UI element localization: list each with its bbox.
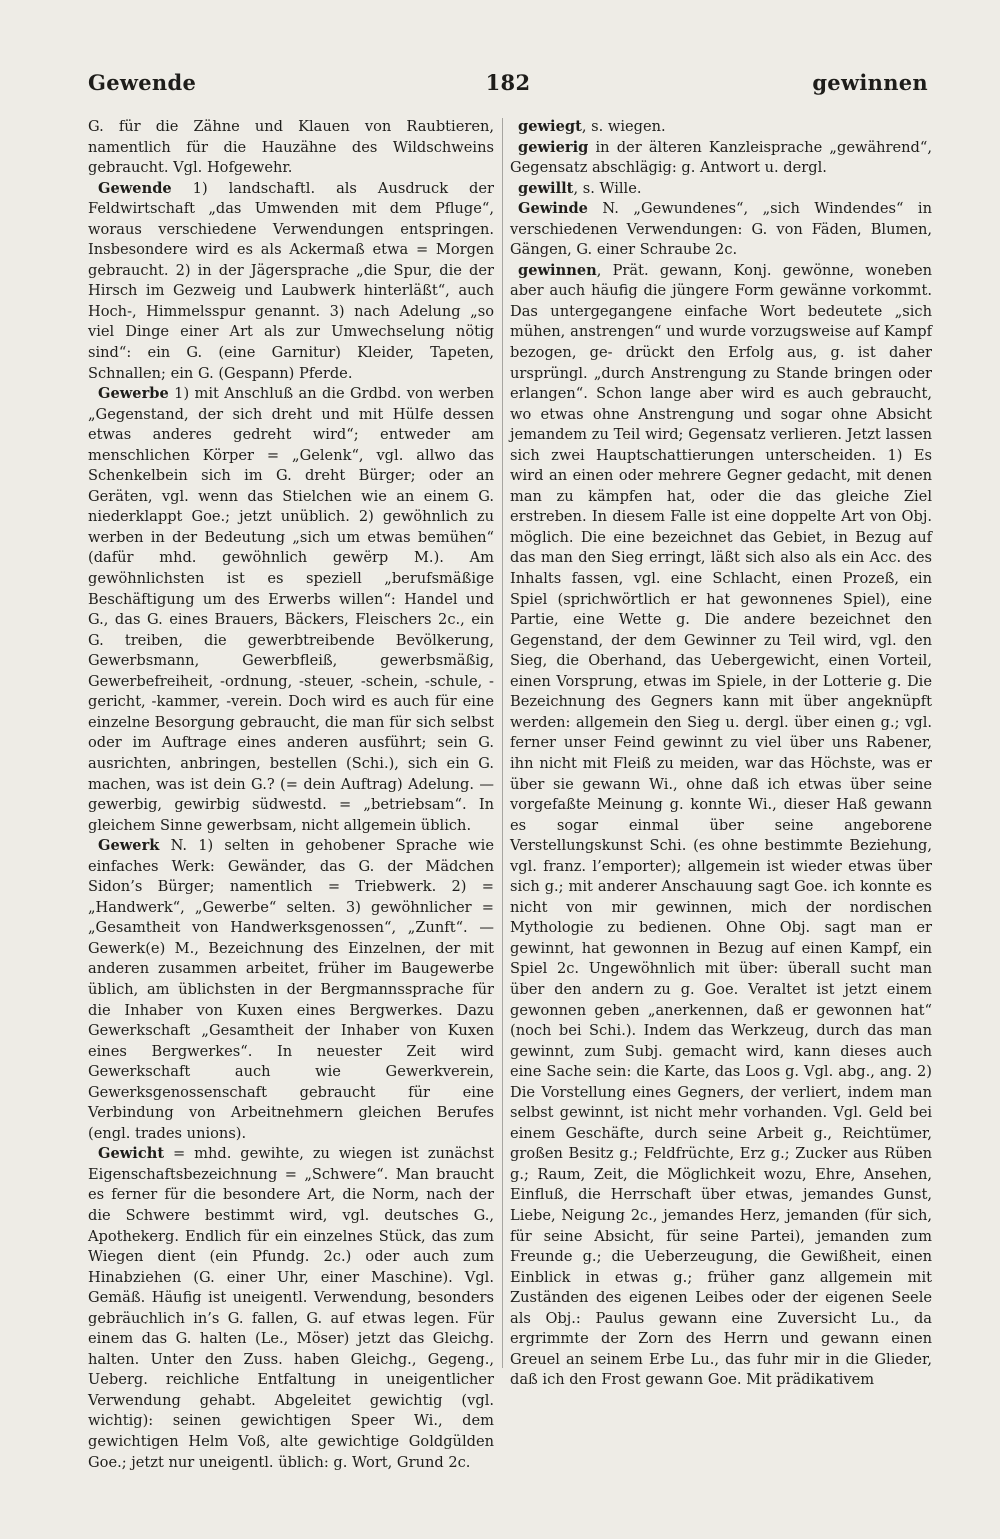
column-divider <box>502 118 503 1368</box>
entry-text: N. 1) selten in gehobener Sprache wie einfaches Werk: Gewänder, das G. der Mädchen Sidon’s Bürger; namentlich = Triebwerk. 2) = „Handwerk“, „Gewerbe“ selten. 3) gewöhnlicher = „Gesamtheit von Handwerksgenossen“, „Zunft“. — Gewerk(e) M., Bezeichnung des Einzelnen, der mit anderen zusammen arbeitet, früher im Baugewerbe üblich, am üblichsten in der Bergmannssprache für die Inhaber von Kuxen eines Bergwerkes. Dazu Gewerkschaft „Gesamtheit der Inhaber von Kuxen eines Bergwerkes“. In neuester Zeit wird Gewerkschaft auch wie Gewerkverein, Gewerksgenossenschaft gebraucht für eine Verbindung von Arbeitnehmern gleichen Berufes (engl. trades unions). <box>88 837 494 1142</box>
entry-text: , s. Wille. <box>573 179 642 197</box>
entry-headword: Gewerk <box>98 837 160 855</box>
dictionary-entry <box>88 117 494 179</box>
entry-headword: gewiegt <box>518 118 582 135</box>
entry-headword: Gewende <box>98 179 172 197</box>
dictionary-entry <box>510 261 932 1391</box>
running-head <box>88 70 928 100</box>
entry-headword: gewillt <box>518 179 574 197</box>
right-column <box>510 117 932 1391</box>
entry-headword: Gewerbe <box>98 385 169 403</box>
running-head-left: Gewende <box>88 70 197 95</box>
entry-text: N. „Gewundenes“, „sich Windendes“ in verschiedenen Verwendungen: G. von Fäden, Blumen, Gängen, G. einer Schraube 2c. <box>510 200 932 259</box>
entry-text: G. für die Zähne und Klauen von Raubtieren, namentlich für die Hauzähne des Wildschweins gebraucht. Vgl. Hofgewehr. <box>88 118 494 177</box>
entry-text: in der älteren Kanzleisprache „gewährend“, Gegensatz abschlägig: g. Antwort u. dergl. <box>510 138 932 177</box>
dictionary-entry <box>88 1144 494 1473</box>
dictionary-entry <box>88 384 494 836</box>
entry-headword: gewierig <box>518 138 589 156</box>
entry-text: = mhd. gewihte, zu wiegen ist zunächst Eigenschaftsbezeichnung = „Schwere“. Man braucht es ferner für die besondere Art, die Norm, nach der die Schwere bestimmt wird, vgl. deutsches G., Apothekerg. Endlich für ein einzelnes Stück, das zum Wiegen dient (ein Pfundg. 2c.) oder auch zum Hinabziehen (G. einer Uhr, einer Maschine). Vgl. Gemäß. Häufig ist uneigentl. Verwendung, besonders gebräuchlich in’s G. fallen, G. auf etwas legen. Für einem das G. halten (Le., Möser) jetzt das Gleichg. halten. Unter den Zuss. haben Gleichg., Gegeng., Ueberg. reichliche Entfaltung in uneigentlicher Verwendung gehabt. Abgeleitet gewichtig (vgl. wichtig): seinen gewichtigen Speer Wi., dem gewichtigen Helm Voß, alte gewichtige Goldgülden Goe.; jetzt nur uneigentl. üblich: g. Wort, Grund 2c. <box>88 1145 494 1471</box>
dictionary-entry <box>510 117 932 138</box>
entry-text: , Prät. gewann, Konj. gewönne, woneben aber auch häufig die jüngere Form gewänne vorkommt. Das untergegangene einfache Wort bedeutete „sich mühen, anstrengen“ und wurde vorzugsweise auf Kampf bezogen, ge- drückt den Erfolg aus, g. ist daher ursprüngl. „durch Anstrengung zu Stande bringen oder erlangen“. Schon lange aber wird es auch gebraucht, wo etwas ohne Anstrengung und sogar ohne Absicht jemandem zu Teil wird; Gegensatz verlieren. Jetzt lassen sich zwei Hauptschattierungen unterscheiden. 1) Es wird an einen oder mehrere Gegner gedacht, mit denen man zu kämpfen hat, oder die das gleiche Ziel erstreben. In diesem Falle ist eine doppelte Art von Obj. möglich. Die eine bezeichnet das Gebiet, in Bezug auf das man den Sieg erringt, läßt sich also als ein Acc. des Inhalts fassen, vgl. eine Schlacht, einen Prozeß, ein Spiel (sprichwörtlich er hat gewonnenes Spiel), eine Partie, eine Wette g. Die andere bezeichnet den Gegenstand, der dem Gewinner zu Teil wird, vgl. den Sieg, die Oberhand, das Uebergewicht, einen Vorteil, einen Vorsprung, etwas im Spiele, in der Lotterie g. Die Bezeichnung des Gegners kann mit über angeknüpft werden: allgemein den Sieg u. dergl. über einen g.; vgl. ferner unser Feind gewinnt zu viel über uns Rabener, ihn nicht mit Fleiß zu meiden, war das Höchste, was er über sie gewann Wi., ohne daß ich etwas über seine vorgefaßte Meinung g. konnte Wi., dieser Haß gewann es sogar einmal über seine angeborene Verstellungskunst Schi. (es ohne bestimmte Beziehung, vgl. franz. l’emporter); allgemein ist wieder etwas über sich g.; mit anderer Anschauung sagt Goe. ich konnte es nicht von mir gewinnen, mich der nordischen Mythologie zu bedienen. Ohne Obj. sagt man er gewinnt, hat gewonnen in Bezug auf einen Kampf, ein Spiel 2c. Ungewöhnlich mit über: überall sucht man über den andern zu g. Goe. Veraltet ist jetzt einem gewonnen geben „anerkennen, daß er gewonnen hat“ (noch bei Schi.). Indem das Werkzeug, durch das man gewinnt, zum Subj. gemacht wird, kann dieses auch eine Sache sein: die Karte, das Loos g. Vgl. abg., ang. 2) Die Vorstellung eines Gegners, der verliert, indem man selbst gewinnt, ist nicht mehr vorhanden. Vgl. Geld bei einem Geschäfte, durch seine Arbeit g., Reichtümer, großen Besitz g.; Feldfrüchte, Erz g.; Zucker aus Rüben g.; Raum, Zeit, die Möglichkeit wozu, Ehre, Ansehen, Einfluß, die Herrschaft über etwas, jemandes Gunst, Liebe, Neigung 2c., jemandes Herz, jemanden (für sich, für seine Absicht, für seine Partei), jemanden zum Freunde g.; die Ueberzeugung, die Gewißheit, einen Einblick in etwas g.; früher ganz allgemein mit Zuständen des eigenen Leibes oder der eigenen Seele als Obj.: Paulus gewann eine Zuversicht Lu., da ergrimmte der Zorn des Herrn und gewann einen Greuel an seinem Erbe Lu., das fuhr mir in die Glieder, daß ich den Frost gewann Goe. Mit prädikativem <box>510 261 932 1389</box>
entry-text: 1) landschaftl. als Ausdruck der Feldwirtschaft „das Umwenden mit dem Pfluge“, woraus verschiedene Verwendungen entspringen. Insbesondere wird es als Ackermaß etwa = Morgen gebraucht. 2) in der Jägersprache „die Spur, die der Hirsch im Gezweig und Laubwerk hinterläßt“, auch Hoch-, Himmelsspur genannt. 3) nach Adelung „so viel Dinge einer Art als zur Umwechselung nötig sind“: ein G. (eine Garnitur) Kleider, Tapeten, Schnallen; ein G. (Gespann) Pferde. <box>88 179 494 382</box>
entry-headword: gewinnen <box>518 261 597 279</box>
entry-headword: Gewicht <box>98 1145 165 1163</box>
dictionary-entry <box>88 836 494 1144</box>
left-column <box>88 117 494 1473</box>
running-head-right: gewinnen <box>812 70 928 95</box>
page-number: 182 <box>485 70 531 95</box>
entry-text: , s. wiegen. <box>581 118 666 135</box>
dictionary-entry <box>510 199 932 261</box>
dictionary-entry <box>510 138 932 179</box>
dictionary-entry <box>510 179 932 200</box>
entry-headword: Gewinde <box>518 200 588 218</box>
entry-text: 1) mit Anschluß an die Grdbd. von werben „Gegenstand, der sich dreht und mit Hülfe dessen etwas anderes gedreht wird“; entweder am menschlichen Körper = „Gelenk“, vgl. allwo das Schenkelbein sich im G. dreht Bürger; oder an Geräten, vgl. wenn das Stielchen wie an einem G. niederklappt Goe.; jetzt unüblich. 2) gewöhnlich zu werben in der Bedeutung „sich um etwas bemühen“ (dafür mhd. gewöhnlich gewërp M.). Am gewöhnlichsten ist es speziell „berufsmäßige Beschäftigung um des Erwerbs willen“: Handel und G., das G. eines Brauers, Bäckers, Fleischers 2c., ein G. treiben, die gewerbtreibende Bevölkerung, Gewerbsmann, Gewerbfleiß, gewerbsmäßig, Gewerbefreiheit, -ordnung, -steuer, -schein, -schule, -gericht, -kammer, -verein. Doch wird es auch für eine einzelne Besorgung gebraucht, die man für sich selbst oder im Auftrage eines anderen ausführt; sein G. ausrichten, anbringen, bestellen (Schi.), sich ein G. machen, was ist dein G.? (= dein Auftrag) Adelung. — gewerbig, gewirbig südwestd. = „betriebsam“. In gleichem Sinne gewerbsam, nicht allgemein üblich. <box>88 385 494 834</box>
dictionary-entry <box>88 179 494 384</box>
